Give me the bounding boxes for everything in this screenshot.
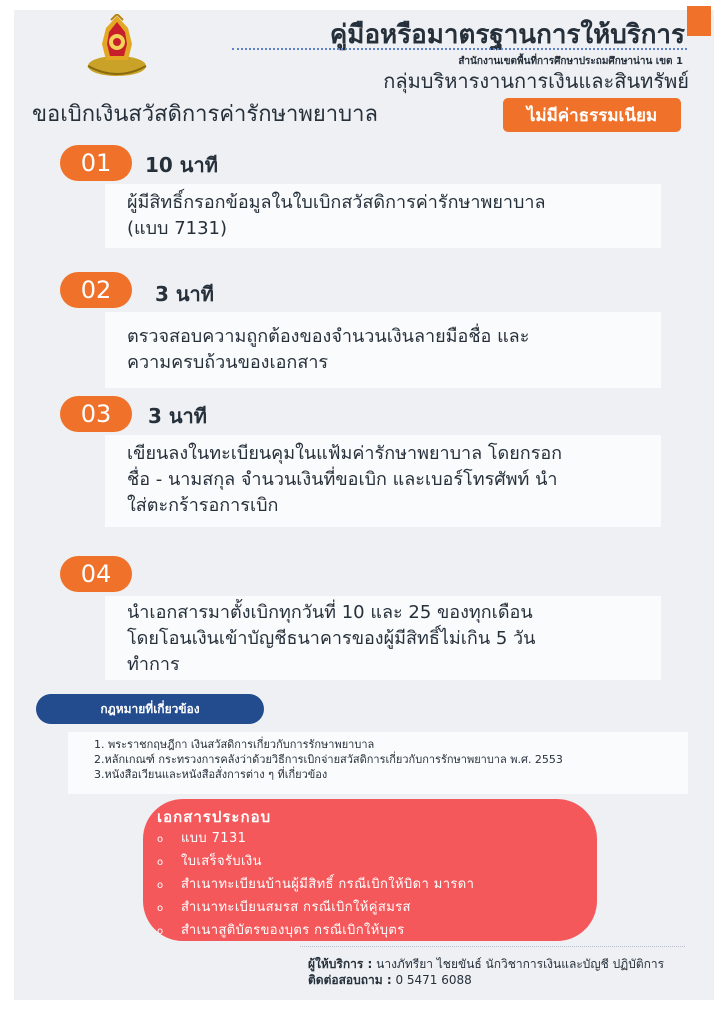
contact-label: ติดต่อสอบถาม : [308, 973, 392, 987]
step-4-number: 04 [60, 556, 132, 592]
contact-phone: 0 5471 6088 [395, 973, 472, 987]
bullet-icon: o [157, 880, 164, 891]
document-item [157, 828, 597, 851]
step-3-time: 3 นาที [148, 404, 207, 428]
step-2-line: ตรวจสอบความถูกต้องของจำนวนเงินลายมือชื่อ และ [127, 326, 530, 347]
bullet-icon: o [157, 926, 164, 937]
step-4-description [105, 596, 661, 680]
step-2-time: 3 นาที [155, 282, 214, 306]
step-3-number: 03 [60, 396, 132, 432]
document-label: แบบ 7131 [181, 831, 247, 846]
step-3-description [105, 435, 661, 527]
group-name: กลุ่มบริหารงานการเงินและสินทรัพย์ [383, 69, 689, 93]
document-item [157, 897, 597, 920]
documents-list [157, 828, 597, 943]
document-label: สำเนาสูติบัตรของบุตร กรณีเบิกให้บุตร [181, 923, 405, 938]
corner-accent [687, 6, 711, 36]
bullet-icon: o [157, 903, 164, 914]
documents-title: เอกสารประกอบ [157, 808, 272, 826]
page-title: คู่มือหรือมาตรฐานการให้บริการ [329, 20, 685, 50]
step-2-description [105, 312, 661, 388]
document-item [157, 874, 597, 897]
documents-box [143, 799, 597, 941]
provider-name: นางภัทรียา ไชยขันธ์ นักวิชาการเงินและบัญชี ปฏิบัติการ [376, 957, 665, 971]
step-1-description [105, 184, 661, 248]
step-4-line: โดยโอนเงินเข้าบัญชีธนาคารของผู้มีสิทธิ์ไม่เกิน 5 วัน [127, 628, 536, 649]
title-divider [232, 48, 687, 50]
step-1-time: 10 นาที [145, 153, 218, 177]
laws-heading: กฎหมายที่เกี่ยวข้อง [36, 694, 264, 724]
step-3-line: ชื่อ - นามสกุล จำนวนเงินที่ขอเบิก และเบอร์โทรศัพท์ นำ [127, 469, 558, 490]
bullet-icon: o [157, 857, 164, 868]
step-1-line: (แบบ 7131) [127, 218, 228, 239]
step-4-line: นำเอกสารมาตั้งเบิกทุกวันที่ 10 และ 25 ของทุกเดือน [127, 602, 533, 623]
step-3-line: ใส่ตะกร้ารอการเบิก [127, 495, 279, 516]
service-title: ขอเบิกเงินสวัสดิการค่ารักษาพยาบาล [32, 102, 378, 127]
step-1-line: ผู้มีสิทธิ์กรอกข้อมูลในใบเบิกสวัสดิการค่ารักษาพยาบาล [127, 192, 546, 213]
step-3-line: เขียนลงในทะเบียนคุมในแฟ้มค่ารักษาพยาบาล โดยกรอก [127, 443, 563, 464]
laws-list [68, 732, 688, 794]
law-item: 1. พระราชกฤษฎีกา เงินสวัสดิการเกี่ยวกับการรักษาพยาบาล [94, 738, 375, 751]
agency-name: สำนักงานเขตพื้นที่การศึกษาประถมศึกษาน่าน เขต 1 [458, 56, 683, 67]
contact-info [308, 971, 472, 990]
step-4-line: ทำการ [127, 654, 180, 675]
footer-divider [300, 946, 685, 947]
document-label: สำเนาทะเบียนบ้านผู้มีสิทธิ์ กรณีเบิกให้บิดา มารดา [181, 877, 475, 892]
law-item: 2.หลักเกณฑ์ กระทรวงการคลังว่าด้วยวิธีการเบิกจ่ายสวัสดิการเกี่ยวกับการรักษาพยาบาล พ.ศ. 2553 [94, 753, 563, 766]
obec-emblem-icon [84, 14, 150, 80]
document-item [157, 920, 597, 943]
document-label: ใบเสร็จรับเงิน [181, 854, 262, 869]
document-label: สำเนาทะเบียนสมรส กรณีเบิกให้คู่สมรส [181, 900, 411, 915]
step-2-line: ความครบถ้วนของเอกสาร [127, 352, 329, 373]
provider-label: ผู้ให้บริการ : [308, 957, 373, 971]
bullet-icon: o [157, 834, 164, 845]
document-item [157, 851, 597, 874]
step-1-number: 01 [60, 145, 132, 181]
law-item: 3.หนังสือเวียนและหนังสือสั่งการต่าง ๆ ที่เกี่ยวข้อง [94, 768, 328, 781]
fee-badge: ไม่มีค่าธรรมเนียม [503, 98, 681, 132]
step-2-number: 02 [60, 272, 132, 308]
